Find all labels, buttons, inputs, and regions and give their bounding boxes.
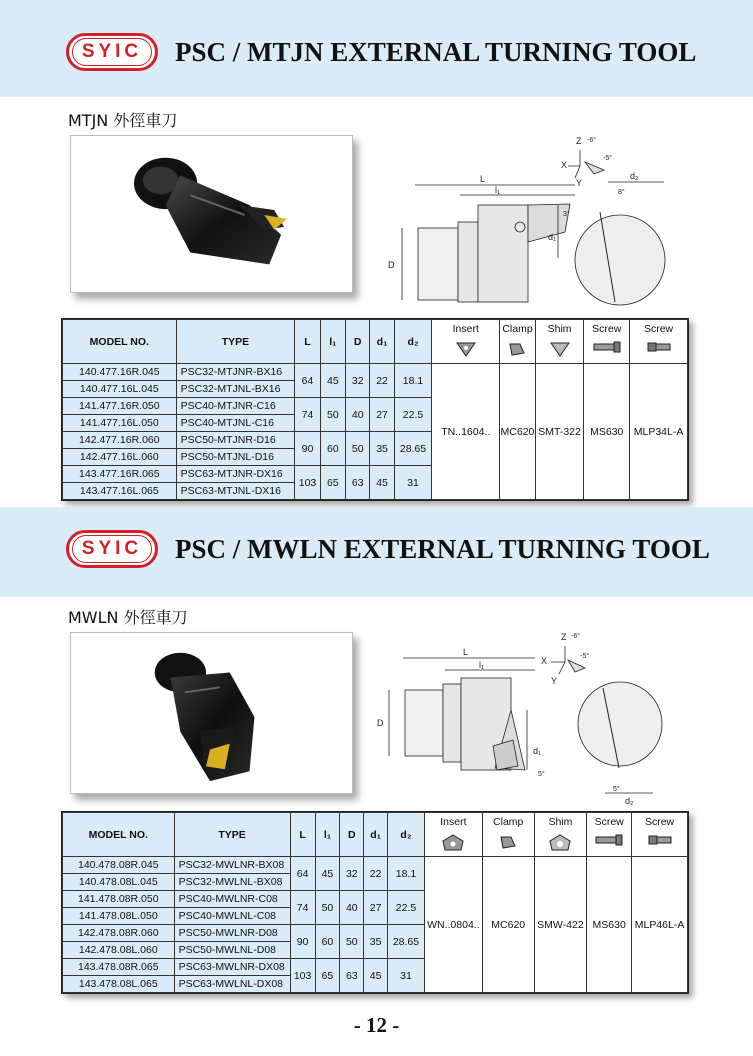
cell-insert: WN..0804.. [424, 857, 482, 993]
cell-D: 50 [340, 925, 364, 959]
cell-l1: 50 [315, 891, 340, 925]
col-screw1 [587, 813, 632, 857]
col-insert-label: Insert [452, 323, 479, 335]
col-model: MODEL NO. [63, 813, 175, 857]
col-d2: d₂ [394, 320, 432, 364]
axis-x-label: X [541, 656, 548, 666]
cell-D: 32 [340, 857, 364, 891]
angle-label: -5° [603, 155, 613, 162]
col-insert [432, 320, 500, 364]
axis-y-label: Y [551, 676, 558, 686]
cell-D: 40 [346, 398, 370, 432]
col-L: L [290, 813, 315, 857]
cell-model: 140.478.08L.045 [63, 874, 175, 891]
cell-model: 141.478.08L.050 [63, 908, 175, 925]
cell-type: PSC50-MTJNR-D16 [176, 432, 295, 449]
dim-L-label: L [463, 647, 469, 657]
cell-D: 40 [340, 891, 364, 925]
table-header-row [63, 320, 688, 364]
cell-type: PSC32-MWLNL-BX08 [174, 874, 290, 891]
spec-table [61, 811, 689, 994]
logo-text: SYIC [72, 38, 152, 66]
shim-icon [549, 341, 571, 357]
cell-L: 64 [295, 364, 320, 398]
cell-D: 63 [346, 466, 370, 500]
cell-type: PSC63-MWLNR-DX08 [174, 959, 290, 976]
cell-type: PSC32-MWLNR-BX08 [174, 857, 290, 874]
cell-L: 74 [290, 891, 315, 925]
cell-screw1: MS630 [587, 857, 632, 993]
col-clamp [500, 320, 536, 364]
cell-model: 141.477.16L.050 [63, 415, 177, 432]
cell-d2: 18.1 [388, 857, 425, 891]
dim-d1-label: d₁ [548, 232, 557, 242]
dim-d2-label: d₂ [625, 796, 634, 806]
axis-x-label: X [561, 160, 568, 170]
cell-d1: 45 [370, 466, 394, 500]
dim-l1-label: l₁ [479, 660, 485, 670]
cell-type: PSC63-MTJNR-DX16 [176, 466, 295, 483]
cell-d2: 28.65 [388, 925, 425, 959]
cell-model: 143.478.08L.065 [63, 976, 175, 993]
col-insert-label: Insert [440, 816, 467, 828]
col-L: L [295, 320, 320, 364]
cell-d2: 22.5 [388, 891, 425, 925]
tool-photo [70, 632, 353, 794]
cell-model: 140.478.08R.045 [63, 857, 175, 874]
cell-d1: 22 [370, 364, 394, 398]
cell-l1: 65 [315, 959, 340, 993]
technical-drawing [375, 628, 670, 810]
axis-z-label: Z [576, 136, 582, 146]
mtjn-tool-image [71, 136, 352, 292]
cell-d2: 28.65 [394, 432, 432, 466]
cell-d1: 35 [370, 432, 394, 466]
cell-D: 50 [346, 432, 370, 466]
col-D: D [340, 813, 364, 857]
cell-model: 143.477.16R.065 [63, 466, 177, 483]
cell-screw2: MLP34L-A [630, 364, 688, 500]
col-d1: d₁ [364, 813, 388, 857]
cell-d2: 22.5 [394, 398, 432, 432]
cell-d2: 18.1 [394, 364, 432, 398]
cell-model: 142.478.08R.060 [63, 925, 175, 942]
cell-model: 140.477.16L.045 [63, 381, 177, 398]
col-l1: l₁ [315, 813, 340, 857]
cell-L: 103 [290, 959, 315, 993]
syic-logo [66, 530, 158, 568]
cell-model: 142.477.16L.060 [63, 449, 177, 466]
shim-icon [549, 834, 571, 852]
table-header-row [63, 813, 688, 857]
cell-type: PSC63-MTJNL-DX16 [176, 483, 295, 500]
cell-insert: TN..1604.. [432, 364, 500, 500]
axis-y-label: Y [576, 178, 583, 188]
dim-D-label: D [388, 260, 395, 270]
col-shim-label: Shim [548, 816, 573, 828]
angle-label: -6° [587, 137, 597, 144]
angle-label: 8° [618, 189, 625, 196]
table-row [63, 857, 688, 874]
col-type: TYPE [174, 813, 290, 857]
mwln-tool-image [71, 633, 352, 793]
cell-type: PSC50-MWLNR-D08 [174, 925, 290, 942]
section-title: PSC / MWLN EXTERNAL TURNING TOOL [175, 533, 710, 564]
cell-l1: 65 [320, 466, 345, 500]
dim-L-label: L [480, 174, 486, 184]
cell-l1: 60 [320, 432, 345, 466]
col-model: MODEL NO. [63, 320, 177, 364]
col-shim [534, 813, 587, 857]
cell-L: 103 [295, 466, 320, 500]
col-screw1-label: Screw [594, 816, 624, 828]
page-number: - 12 - [353, 1013, 400, 1037]
syic-logo [66, 33, 158, 71]
insert-icon [442, 834, 464, 852]
cell-d1: 22 [364, 857, 388, 891]
technical-drawing [380, 132, 670, 310]
angle-label: 5° [538, 771, 545, 778]
cell-d2: 31 [388, 959, 425, 993]
col-screw2-label: Screw [643, 323, 674, 335]
cell-model: 141.478.08R.050 [63, 891, 175, 908]
logo-text: SYIC [72, 535, 152, 563]
col-shim-label: Shim [547, 323, 572, 335]
angle-label: -5° [580, 653, 590, 660]
cell-d2: 31 [394, 466, 432, 500]
cell-type: PSC50-MTJNL-D16 [176, 449, 295, 466]
screw-icon [592, 341, 622, 353]
col-clamp-label: Clamp [502, 323, 533, 335]
section-header [0, 22, 753, 82]
section-subtitle: MWLN 外徑車刀 [68, 608, 188, 627]
angle-label: 5° [613, 786, 620, 793]
col-d1: d₁ [370, 320, 394, 364]
cell-d1: 27 [364, 891, 388, 925]
col-clamp-label: Clamp [493, 816, 524, 828]
cell-D: 63 [340, 959, 364, 993]
cell-L: 74 [295, 398, 320, 432]
axis-z-label: Z [561, 632, 567, 642]
col-shim [535, 320, 584, 364]
cell-l1: 45 [320, 364, 345, 398]
col-screw2 [630, 320, 688, 364]
screw-icon [647, 834, 673, 846]
cell-screw1: MS630 [584, 364, 630, 500]
cell-model: 142.477.16R.060 [63, 432, 177, 449]
cell-d1: 45 [364, 959, 388, 993]
screw-icon [646, 341, 672, 353]
col-screw1-label: Screw [592, 323, 622, 335]
cell-type: PSC32-MTJNR-BX16 [176, 364, 295, 381]
cell-screw2: MLP46L-A [632, 857, 688, 993]
col-D: D [346, 320, 370, 364]
cell-shim: SMT-322 [535, 364, 584, 500]
clamp-icon [506, 341, 528, 357]
cell-L: 64 [290, 857, 315, 891]
clamp-icon [497, 834, 519, 850]
screw-icon [594, 834, 624, 846]
cell-l1: 45 [315, 857, 340, 891]
spec-table [61, 318, 689, 501]
cell-model: 143.477.16L.065 [63, 483, 177, 500]
angle-label: 3° [563, 211, 570, 218]
table-row [63, 364, 688, 381]
cell-type: PSC40-MWLNR-C08 [174, 891, 290, 908]
cell-type: PSC63-MWLNL-DX08 [174, 976, 290, 993]
cell-L: 90 [290, 925, 315, 959]
angle-label: -6° [571, 633, 581, 640]
cell-clamp: MC620 [500, 364, 536, 500]
dim-l1-label: l₁ [495, 185, 501, 195]
tool-photo [70, 135, 353, 293]
dim-D-label: D [377, 718, 384, 728]
section-header [0, 519, 753, 579]
cell-type: PSC40-MTJNR-C16 [176, 398, 295, 415]
cell-model: 143.478.08R.065 [63, 959, 175, 976]
cell-type: PSC32-MTJNL-BX16 [176, 381, 295, 398]
col-l1: l₁ [320, 320, 345, 364]
cell-model: 142.478.08L.060 [63, 942, 175, 959]
col-screw1 [584, 320, 630, 364]
section-subtitle: MTJN 外徑車刀 [68, 111, 178, 130]
col-insert [424, 813, 482, 857]
col-clamp [482, 813, 534, 857]
section-title: PSC / MTJN EXTERNAL TURNING TOOL [175, 36, 697, 67]
col-type: TYPE [176, 320, 295, 364]
cell-l1: 60 [315, 925, 340, 959]
col-d2: d₂ [388, 813, 425, 857]
cell-model: 140.477.16R.045 [63, 364, 177, 381]
col-screw2 [632, 813, 688, 857]
cell-model: 141.477.16R.050 [63, 398, 177, 415]
dim-d1-label: d₁ [533, 746, 542, 756]
dim-d2-label: d₂ [630, 171, 639, 181]
cell-L: 90 [295, 432, 320, 466]
cell-shim: SMW-422 [534, 857, 587, 993]
cell-type: PSC40-MTJNL-C16 [176, 415, 295, 432]
cell-type: PSC40-MWLNL-C08 [174, 908, 290, 925]
cell-d1: 35 [364, 925, 388, 959]
cell-D: 32 [346, 364, 370, 398]
cell-d1: 27 [370, 398, 394, 432]
insert-icon [455, 341, 477, 357]
col-screw2-label: Screw [644, 816, 675, 828]
cell-type: PSC50-MWLNL-D08 [174, 942, 290, 959]
cell-clamp: MC620 [482, 857, 534, 993]
cell-l1: 50 [320, 398, 345, 432]
